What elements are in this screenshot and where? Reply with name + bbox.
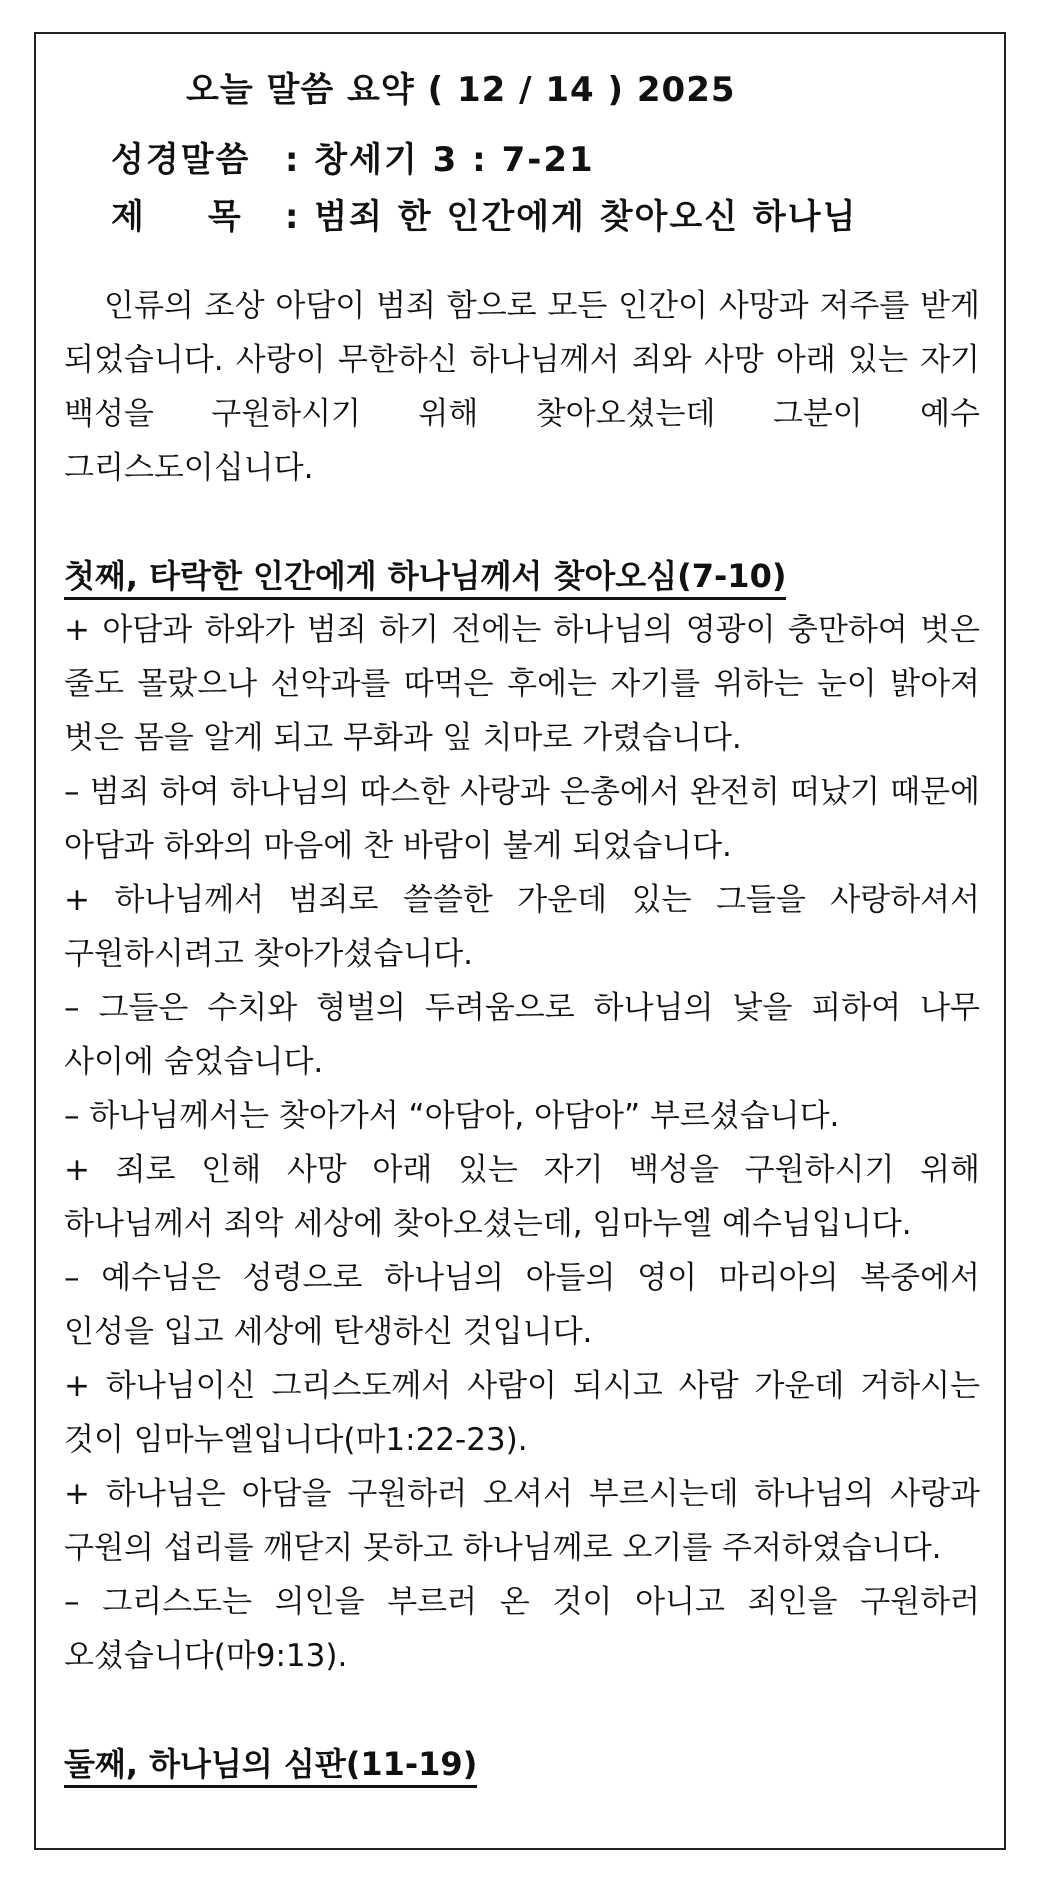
list-item: + 하나님께서 범죄로 쓸쓸한 가운데 있는 그들을 사랑하셔서 구원하시려고 찾아가셨습니다. — [64, 882, 980, 972]
list-item: – 범죄 하여 하나님의 따스한 사랑과 은총에서 완전히 떠났기 때문에 아담과 하와의 마음에 찬 바람이 불게 되었습니다. — [64, 774, 980, 864]
scripture-reference: : 창세기 3 : 7-21 — [271, 140, 595, 180]
section-heading-first — [64, 549, 980, 603]
subject-line — [111, 189, 857, 238]
document-frame — [34, 32, 1006, 1850]
intro-paragraph: 인류의 조상 아담이 범죄 함으로 모든 인간이 사망과 저주를 받게 되었습니다. 사랑이 무한하신 하나님께서 죄와 사망 아래 있는 자기 백성을 구원하시기 위해 찾아오셨는데 그분이 예수 그리스도이십니다. — [64, 288, 980, 486]
scripture-line — [111, 132, 595, 181]
section-heading-second — [64, 1737, 980, 1791]
list-item: + 하나님은 아담을 구원하러 오셔서 부르시는데 하나님의 사랑과 구원의 섭리를 깨닫지 못하고 하나님께로 오기를 주저하였습니다. — [64, 1476, 980, 1566]
list-item: – 그리스도는 의인을 부르러 온 것이 아니고 죄인을 구원하러 오셨습니다(마9:13). — [64, 1584, 980, 1674]
sermon-title: 오늘 말씀 요약 ( 12 / 14 ) 2025 — [186, 70, 736, 110]
list-item: + 아담과 하와가 범죄 하기 전에는 하나님의 영광이 충만하여 벗은 줄도 몰랐으나 선악과를 따먹은 후에는 자기를 위하는 눈이 밝아져 벗은 몸을 알게 되고 무화과 잎 치마로 가렸습니다. — [64, 612, 980, 756]
subject-label: 제목 — [111, 197, 305, 237]
subject-text: : 범죄 한 인간에게 찾아오신 하나님 — [271, 197, 858, 237]
list-item: + 하나님이신 그리스도께서 사람이 되시고 사람 가운데 거하시는 것이 임마누엘입니다(마1:22-23). — [64, 1368, 980, 1458]
list-item: – 그들은 수치와 형벌의 두려움으로 하나님의 낯을 피하여 나무 사이에 숨었습니다. — [64, 990, 980, 1080]
section-heading-first-text: 첫째, 타락한 인간에게 하나님께서 찾아오심(7-10) — [64, 557, 786, 600]
scripture-label: 성경말씀 — [111, 140, 251, 180]
list-item: – 하나님께서는 찾아가서 “아담아, 아담아” 부르셨습니다. — [64, 1098, 840, 1134]
sermon-body — [64, 279, 980, 1791]
list-item: + 죄로 인해 사망 아래 있는 자기 백성을 구원하시기 위해 하나님께서 죄악 세상에 찾아오셨는데, 임마누엘 예수님입니다. — [64, 1152, 980, 1242]
list-item: – 예수님은 성령으로 하나님의 아들의 영이 마리아의 복중에서 인성을 입고 세상에 탄생하신 것입니다. — [64, 1260, 980, 1350]
section-heading-second-text: 둘째, 하나님의 심판(11-19) — [64, 1745, 477, 1788]
